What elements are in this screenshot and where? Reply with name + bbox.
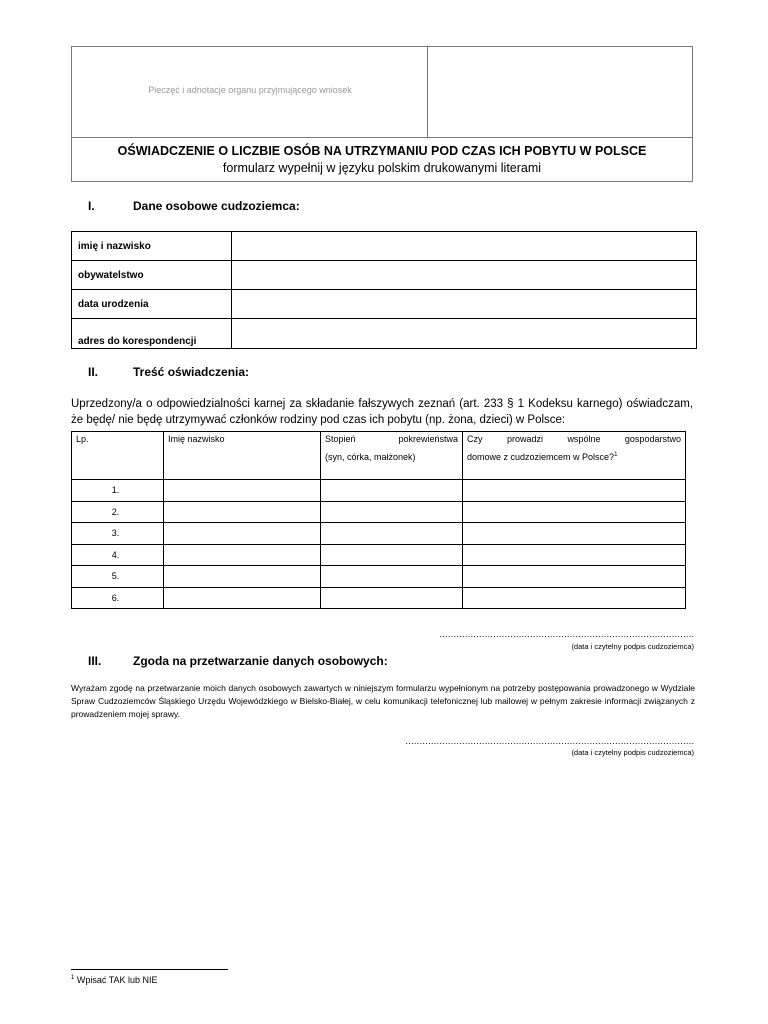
row-number: 2. [72, 501, 164, 523]
table-row [72, 566, 686, 588]
stamp-label: Pieczęć i adnotacje organu przyjmującego wniosek [148, 85, 352, 95]
cell-name[interactable] [164, 544, 321, 566]
cell-relation[interactable] [321, 587, 463, 609]
cell-relation[interactable] [321, 544, 463, 566]
row-number: 1. [72, 480, 164, 502]
cell-name[interactable] [164, 566, 321, 588]
cell-household[interactable] [463, 523, 686, 545]
header-household-w4: gospodarstwo [624, 434, 681, 444]
field-input-address[interactable] [232, 319, 697, 349]
field-label-name: imię i nazwisko [72, 232, 232, 261]
header-name: Imię nazwisko [164, 432, 321, 480]
cell-relation[interactable] [321, 523, 463, 545]
header-household-w3: wspólne [567, 434, 601, 444]
cell-household[interactable] [463, 544, 686, 566]
row-number: 5. [72, 566, 164, 588]
field-label-citizenship: obywatelstwo [72, 261, 232, 290]
consent-text: Wyrażam zgodę na przetwarzanie moich danych osobowych zawartych w niniejszym formularzu wypełnionym na potrzeby postępowania prowadzonego w Wydziale Spraw Cudzoziemców Śląskiego Urzędu Wojewódzkiego w Bielsko-Białej, w celu komunikacji telefonicznej lub mailowej w pełnym zakresie informacji związanych z prowadzeniem mojej sprawy. [71, 683, 695, 719]
header-relation-a: Stopień [325, 434, 356, 444]
stamp-area [72, 47, 428, 137]
statement-text: Uprzedzony/a o odpowiedzialności karnej za składanie fałszywych zeznań (art. 233 § 1 Kodeksu karnego) oświadczam, że będę/ nie będę utrzymywać członków rodziny pod czas ich pobytu (np. żona, dzieci) w Polsce: [71, 398, 693, 426]
cell-household[interactable] [463, 587, 686, 609]
cell-name[interactable] [164, 523, 321, 545]
table-row [72, 544, 686, 566]
row-number: 4. [72, 544, 164, 566]
personal-row-address [72, 319, 697, 349]
personal-data-table [71, 231, 697, 349]
cell-relation[interactable] [321, 480, 463, 502]
personal-row-citizenship [72, 261, 697, 290]
section-3-title: Zgoda na przetwarzanie danych osobowych: [133, 654, 388, 668]
section-2-number: II. [88, 365, 99, 379]
cell-relation[interactable] [321, 501, 463, 523]
section-3-number: III. [88, 654, 102, 668]
family-table-header [72, 432, 686, 480]
signature-1-line[interactable]: ……………………………………………………………………………… [439, 629, 694, 639]
field-label-address: adres do korespondencji [72, 319, 232, 349]
family-members-table [71, 431, 686, 609]
table-row [72, 523, 686, 545]
section-1-number: I. [88, 199, 95, 213]
header-relation-b: pokrewieństwa [398, 434, 458, 444]
cell-name[interactable] [164, 501, 321, 523]
cell-relation[interactable] [321, 566, 463, 588]
footnote [71, 975, 158, 985]
header-box [71, 46, 693, 182]
header-relation-hint: (syn, córka, małżonek) [325, 452, 416, 462]
signature-2-label: (data i czytelny podpis cudzoziemca) [571, 748, 694, 757]
field-input-citizenship[interactable] [232, 261, 697, 290]
document-title: OŚWIADCZENIE O LICZBIE OSÓB NA UTRZYMANIU POD CZAS ICH POBYTU W POLSCE [117, 144, 647, 158]
header-household-line2: domowe z cudzoziemcem w Polsce? [467, 452, 615, 462]
footnote-ref: 1 [614, 452, 618, 458]
table-row [72, 480, 686, 502]
cell-household[interactable] [463, 501, 686, 523]
cell-name[interactable] [164, 587, 321, 609]
field-input-birthdate[interactable] [232, 290, 697, 319]
row-number: 6. [72, 587, 164, 609]
cell-household[interactable] [463, 566, 686, 588]
signature-2-line[interactable]: ………………………………………………………………………………………… [405, 736, 694, 746]
header-lp: Lp. [72, 432, 164, 480]
document-subtitle: formularz wypełnij w języku polskim drukowanymi literami [222, 161, 542, 175]
header-household [463, 432, 686, 480]
field-input-name[interactable] [232, 232, 697, 261]
table-row [72, 587, 686, 609]
section-1-title: Dane osobowe cudzoziemca: [133, 199, 300, 213]
cell-household[interactable] [463, 480, 686, 502]
cell-name[interactable] [164, 480, 321, 502]
header-relation [321, 432, 463, 480]
header-household-w1: Czy [467, 434, 483, 444]
section-2-title: Treść oświadczenia: [133, 365, 250, 379]
personal-row-name [72, 232, 697, 261]
row-number: 3. [72, 523, 164, 545]
field-label-birthdate: data urodzenia [72, 290, 232, 319]
footnote-text: Wpisać TAK lub NIE [76, 975, 158, 985]
footnote-mark: 1 [71, 975, 75, 981]
table-row [72, 501, 686, 523]
personal-row-birthdate [72, 290, 697, 319]
header-household-w2: prowadzi [506, 434, 543, 444]
footnote-separator [71, 969, 228, 970]
header-divider [72, 137, 692, 138]
signature-1-label: (data i czytelny podpis cudzoziemca) [571, 642, 694, 651]
